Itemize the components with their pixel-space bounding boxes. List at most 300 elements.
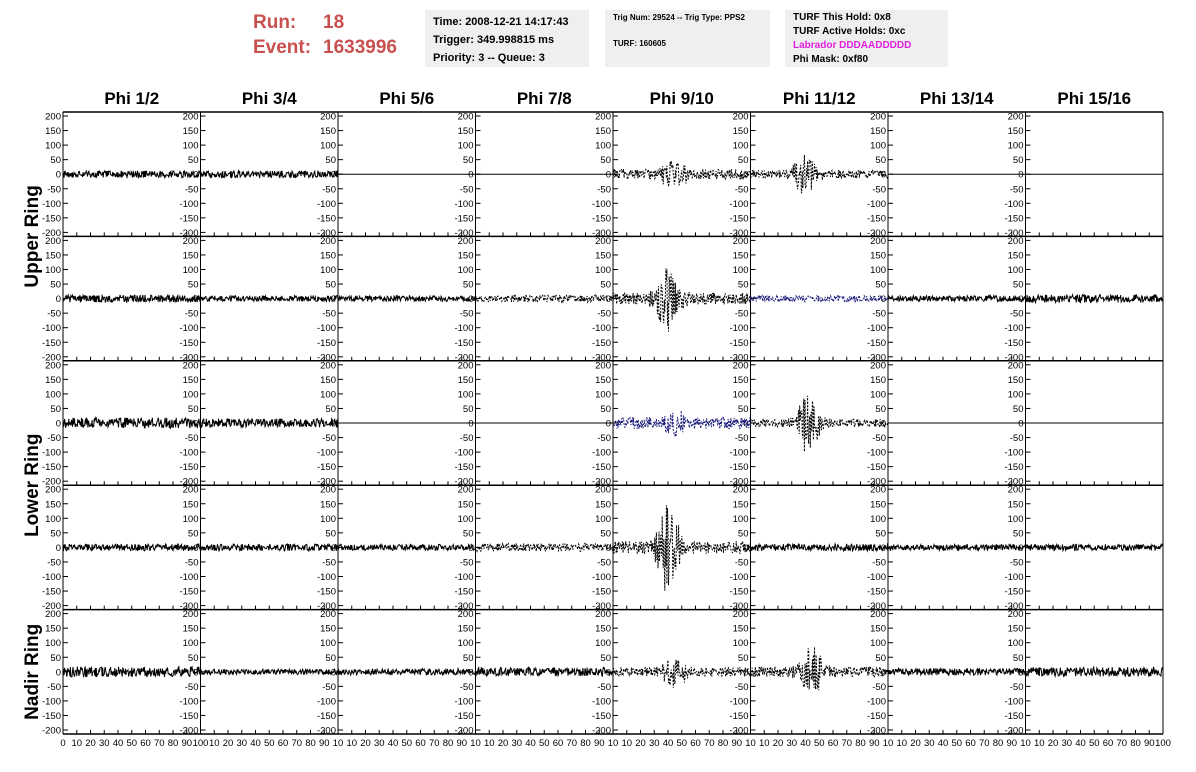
y-tick-label: -50 (872, 557, 886, 569)
y-tick-label: -200 (316, 352, 336, 364)
y-tick-label: 100 (182, 513, 199, 525)
y-tick-label: -50 (597, 681, 611, 693)
ring-label: Nadir Ring (22, 623, 43, 720)
y-tick-label: 0 (1018, 169, 1024, 181)
y-tick-label: -100 (316, 323, 336, 335)
waveform-trace (63, 667, 201, 677)
x-tick-label: 30 (373, 738, 385, 749)
y-tick-label: -150 (41, 462, 61, 474)
x-tick-label: 70 (153, 738, 165, 749)
waveform-trace (201, 669, 339, 675)
y-tick-label: 0 (330, 294, 336, 306)
priority-text: Priority: 3 -- Queue: 3 (433, 52, 545, 64)
y-tick-label: 100 (45, 513, 61, 525)
y-tick-label: 50 (50, 528, 61, 540)
y-tick-label: 50 (875, 652, 886, 664)
y-tick-label: 50 (462, 279, 474, 291)
y-tick-label: 0 (605, 418, 611, 430)
y-tick-label: 50 (462, 528, 474, 540)
y-tick-label: -150 (1004, 462, 1024, 474)
y-tick-label: 50 (50, 652, 61, 664)
y-tick-label: -100 (591, 696, 611, 708)
x-tick-label: 40 (250, 738, 261, 749)
y-tick-label: -150 (41, 337, 61, 349)
phi-mask-text: Phi Mask: 0xf80 (793, 54, 869, 65)
y-tick-label: -150 (179, 213, 199, 225)
y-tick-label: 100 (45, 140, 61, 152)
run-value: 18 (323, 12, 345, 33)
y-tick-label: 50 (462, 155, 474, 167)
y-tick-label: -150 (866, 337, 886, 349)
y-tick-label: -50 (47, 433, 61, 445)
y-tick-label: -200 (41, 601, 61, 613)
y-tick-label: 50 (1012, 155, 1024, 167)
y-tick-label: 0 (880, 667, 886, 679)
y-tick-label: -100 (591, 572, 611, 583)
y-tick-label: 200 (1007, 235, 1024, 247)
y-tick-label: 150 (732, 623, 749, 635)
waveform-trace (751, 155, 889, 196)
waveform-trace (1026, 295, 1164, 303)
column-title: Phi 9/10 (649, 89, 714, 108)
y-tick-label: 200 (595, 609, 611, 621)
x-tick-label: 80 (1130, 738, 1141, 749)
y-tick-label: 150 (870, 126, 886, 138)
y-tick-label: 50 (875, 279, 886, 291)
x-tick-label: 60 (965, 738, 976, 749)
y-tick-label: -200 (1004, 227, 1024, 239)
x-tick-label: 50 (813, 738, 825, 749)
y-tick-label: 100 (182, 638, 199, 650)
waveform-trace (201, 419, 339, 428)
y-tick-label: 200 (732, 235, 749, 247)
y-tick-label: 50 (600, 279, 611, 291)
y-tick-label: 0 (1018, 294, 1024, 306)
y-tick-label: -100 (179, 198, 199, 210)
y-tick-label: -150 (729, 213, 749, 225)
y-tick-label: -200 (1004, 725, 1024, 737)
x-tick-label: 10 (896, 738, 908, 749)
y-tick-label: -50 (597, 557, 611, 569)
column-title: Phi 7/8 (516, 89, 572, 108)
x-tick-label: 80 (992, 738, 1004, 749)
y-tick-label: -200 (41, 476, 61, 488)
y-tick-label: 50 (600, 528, 611, 540)
y-tick-label: -150 (454, 710, 474, 722)
y-tick-label: -50 (322, 433, 336, 445)
y-tick-label: 50 (325, 155, 336, 167)
y-tick-label: 150 (182, 126, 199, 138)
y-tick-label: 200 (182, 111, 199, 123)
x-tick-label: 40 (525, 738, 536, 749)
y-tick-label: 150 (457, 499, 474, 511)
y-tick-label: 200 (320, 360, 336, 372)
y-tick-label: 0 (605, 169, 611, 181)
x-tick-label: 70 (841, 738, 853, 749)
y-tick-label: -50 (734, 557, 749, 569)
x-tick-label: 70 (428, 738, 440, 749)
y-tick-label: -50 (322, 184, 336, 196)
y-tick-label: -50 (872, 184, 886, 196)
x-tick-label: 50 (263, 738, 275, 749)
x-tick-label: 80 (305, 738, 316, 749)
waveform-trace (201, 296, 339, 302)
y-tick-label: 200 (182, 235, 199, 247)
y-tick-label: 150 (45, 374, 61, 386)
y-tick-label: 100 (595, 389, 611, 401)
y-tick-label: 200 (182, 484, 199, 496)
y-tick-label: 0 (330, 169, 336, 181)
x-tick-label: 10 (745, 738, 756, 749)
y-tick-label: 0 (880, 294, 886, 306)
y-tick-label: 50 (875, 528, 886, 540)
y-tick-label: 50 (325, 403, 336, 415)
y-tick-label: -50 (459, 308, 474, 320)
y-tick-label: -100 (591, 323, 611, 335)
y-tick-label: 0 (55, 418, 61, 430)
y-tick-label: 50 (325, 652, 336, 664)
y-tick-label: 200 (45, 111, 61, 123)
y-tick-label: 200 (45, 360, 61, 372)
y-tick-label: -150 (179, 462, 199, 474)
y-tick-label: -100 (41, 198, 61, 210)
y-tick-label: 50 (737, 155, 749, 167)
y-tick-label: 0 (55, 294, 61, 306)
y-tick-label: 150 (1007, 126, 1024, 138)
x-tick-label: 90 (593, 738, 605, 749)
x-tick-label: 50 (1088, 738, 1100, 749)
x-tick-label: 80 (580, 738, 591, 749)
y-tick-label: -200 (179, 476, 199, 488)
y-tick-label: -50 (734, 433, 749, 445)
x-tick-label: 20 (497, 738, 509, 749)
y-tick-label: 0 (468, 667, 474, 679)
y-tick-label: 0 (193, 542, 199, 554)
y-tick-label: 0 (193, 667, 199, 679)
y-tick-label: 200 (45, 235, 61, 247)
y-tick-label: -150 (454, 462, 474, 474)
y-tick-label: 200 (870, 360, 886, 372)
y-tick-label: -200 (591, 227, 611, 239)
x-tick-label: 10 (1020, 738, 1031, 749)
x-tick-label: 80 (442, 738, 454, 749)
y-tick-label: 50 (1012, 279, 1024, 291)
x-tick-label: 90 (868, 738, 880, 749)
y-tick-label: -150 (729, 462, 749, 474)
y-tick-label: -200 (179, 227, 199, 239)
y-tick-label: -150 (1004, 710, 1024, 722)
y-tick-label: -50 (872, 308, 886, 320)
y-tick-label: -150 (591, 337, 611, 349)
y-tick-label: 200 (870, 484, 886, 496)
y-tick-label: -50 (184, 308, 199, 320)
y-tick-label: 100 (182, 265, 199, 276)
y-tick-label: -50 (184, 433, 199, 445)
y-tick-label: -200 (41, 725, 61, 737)
y-tick-label: -150 (179, 337, 199, 349)
waveform-trace (338, 545, 476, 551)
y-tick-label: 0 (330, 418, 336, 430)
y-tick-label: -150 (591, 213, 611, 225)
y-tick-label: 200 (1007, 111, 1024, 123)
waveform-trace (63, 171, 201, 178)
y-tick-label: -200 (591, 601, 611, 613)
y-tick-label: -100 (729, 572, 749, 583)
x-tick-label: 60 (140, 738, 151, 749)
y-tick-label: -200 (591, 476, 611, 488)
waveform-trace (888, 296, 1026, 302)
x-tick-label: 10 (621, 738, 633, 749)
column-title: Phi 13/14 (919, 89, 994, 108)
y-tick-label: -50 (322, 681, 336, 693)
y-tick-label: -50 (1009, 557, 1024, 569)
y-tick-label: -50 (47, 681, 61, 693)
waveform-trace (613, 411, 751, 437)
y-tick-label: 50 (187, 155, 199, 167)
y-tick-label: 150 (457, 374, 474, 386)
x-tick-label: 90 (1143, 738, 1155, 749)
y-tick-label: 0 (193, 418, 199, 430)
y-tick-label: 200 (870, 235, 886, 247)
x-tick-label: 80 (167, 738, 179, 749)
y-tick-label: -100 (1004, 323, 1024, 335)
y-tick-label: -100 (41, 572, 61, 583)
y-tick-label: 200 (1007, 484, 1024, 496)
y-tick-label: 100 (320, 638, 336, 650)
y-tick-label: 150 (870, 623, 886, 635)
y-tick-label: 150 (457, 250, 474, 262)
y-tick-label: 50 (737, 403, 749, 415)
y-tick-label: 150 (320, 499, 336, 511)
y-tick-label: 150 (457, 126, 474, 138)
y-tick-label: -50 (597, 433, 611, 445)
y-tick-label: -50 (734, 308, 749, 320)
y-tick-label: -100 (1004, 696, 1024, 708)
turf-text: TURF: 160605 (613, 39, 666, 48)
x-tick-label: 40 (112, 738, 124, 749)
y-tick-label: 50 (600, 155, 611, 167)
column-title: Phi 5/6 (379, 89, 435, 108)
y-tick-label: -100 (1004, 572, 1024, 583)
y-tick-label: -200 (866, 725, 886, 737)
y-tick-label: 100 (457, 513, 474, 525)
y-tick-label: -50 (734, 184, 749, 196)
y-tick-label: -100 (454, 572, 474, 583)
x-tick-label: 40 (387, 738, 399, 749)
y-tick-label: 150 (182, 499, 199, 511)
y-tick-label: -100 (866, 696, 886, 708)
x-tick-label: 30 (648, 738, 660, 749)
y-tick-label: 0 (743, 542, 749, 554)
y-tick-label: 200 (870, 609, 886, 621)
y-tick-label: 100 (1007, 389, 1024, 401)
x-tick-label: 20 (635, 738, 646, 749)
y-tick-label: 150 (595, 499, 611, 511)
y-tick-label: 150 (870, 499, 886, 511)
x-tick-label: 20 (1047, 738, 1059, 749)
y-tick-label: -200 (454, 476, 474, 488)
y-tick-label: -150 (454, 586, 474, 598)
y-tick-label: 0 (605, 542, 611, 554)
x-tick-label: 60 (690, 738, 701, 749)
y-tick-label: 50 (50, 403, 61, 415)
column-title: Phi 1/2 (104, 89, 160, 108)
y-tick-label: 200 (320, 609, 336, 621)
y-tick-label: 200 (870, 111, 886, 123)
x-tick-label: 100 (1155, 738, 1171, 749)
y-tick-label: 50 (187, 403, 199, 415)
y-tick-label: -200 (729, 601, 749, 613)
waveform-trace (201, 171, 339, 178)
y-tick-label: -100 (316, 198, 336, 210)
y-tick-label: 100 (182, 389, 199, 401)
trigger-text: Trigger: 349.998815 ms (433, 34, 555, 46)
x-tick-label: 20 (910, 738, 921, 749)
x-tick-label: 10 (332, 738, 344, 749)
y-tick-label: 0 (193, 169, 199, 181)
y-tick-label: 150 (595, 623, 611, 635)
y-tick-label: 50 (737, 652, 749, 664)
x-tick-label: 40 (662, 738, 674, 749)
y-tick-label: 0 (468, 294, 474, 306)
x-tick-label: 90 (318, 738, 330, 749)
turf-active-holds-text: TURF Active Holds: 0xc (793, 26, 906, 37)
y-tick-label: 200 (732, 484, 749, 496)
y-tick-label: 100 (45, 265, 61, 276)
y-tick-label: -150 (866, 213, 886, 225)
x-tick-label: 70 (978, 738, 990, 749)
y-tick-label: 150 (595, 126, 611, 138)
waveform-trace (201, 544, 339, 551)
y-tick-label: 0 (880, 542, 886, 554)
y-tick-label: -50 (459, 433, 474, 445)
y-tick-label: 100 (320, 265, 336, 276)
y-tick-label: 100 (732, 513, 749, 525)
y-tick-label: -50 (459, 184, 474, 196)
waveform-trace (751, 295, 889, 301)
x-tick-label: 10 (1033, 738, 1045, 749)
y-tick-label: -100 (41, 696, 61, 708)
x-tick-label: 10 (71, 738, 83, 749)
y-tick-label: 150 (870, 374, 886, 386)
y-tick-label: -150 (316, 337, 336, 349)
y-tick-label: -200 (454, 601, 474, 613)
y-tick-label: 0 (880, 418, 886, 430)
y-tick-label: -100 (591, 447, 611, 459)
y-tick-label: 200 (595, 235, 611, 247)
y-tick-label: 50 (1012, 652, 1024, 664)
y-tick-label: -100 (41, 447, 61, 459)
y-tick-label: -50 (459, 557, 474, 569)
waveform-trace (476, 667, 614, 679)
y-tick-label: -100 (866, 447, 886, 459)
y-tick-label: -100 (179, 447, 199, 459)
y-tick-label: 200 (595, 111, 611, 123)
y-tick-label: 50 (600, 403, 611, 415)
y-tick-label: 50 (1012, 528, 1024, 540)
y-tick-label: -150 (41, 213, 61, 225)
y-tick-label: -150 (866, 586, 886, 598)
x-tick-label: 50 (951, 738, 963, 749)
waveform-trace (476, 295, 614, 302)
trig-num-text: Trig Num: 29524 -- Trig Type: PPS2 (613, 13, 745, 22)
y-tick-label: -150 (41, 586, 61, 598)
y-tick-label: 0 (880, 169, 886, 181)
y-tick-label: -150 (316, 462, 336, 474)
x-tick-label: 0 (60, 738, 66, 749)
y-tick-label: 50 (187, 279, 199, 291)
y-tick-label: -200 (866, 601, 886, 613)
y-tick-label: -150 (454, 337, 474, 349)
y-tick-label: 0 (743, 667, 749, 679)
waveform-trace (888, 545, 1026, 551)
y-tick-label: 200 (457, 111, 474, 123)
y-tick-label: 100 (320, 389, 336, 401)
y-tick-label: 50 (737, 279, 749, 291)
y-tick-label: 100 (457, 140, 474, 152)
y-tick-label: -50 (597, 308, 611, 320)
y-tick-label: -100 (316, 572, 336, 583)
y-tick-label: 150 (732, 126, 749, 138)
x-tick-label: 50 (126, 738, 138, 749)
x-tick-label: 70 (291, 738, 303, 749)
y-tick-label: 200 (320, 235, 336, 247)
y-tick-label: -150 (729, 710, 749, 722)
x-tick-label: 10 (882, 738, 894, 749)
y-tick-label: 150 (182, 250, 199, 262)
y-tick-label: -150 (179, 710, 199, 722)
y-tick-label: -200 (454, 227, 474, 239)
y-tick-label: -200 (866, 227, 886, 239)
y-tick-label: 0 (55, 542, 61, 554)
ring-label: Lower Ring (22, 433, 43, 537)
y-tick-label: 0 (605, 294, 611, 306)
y-tick-label: 0 (743, 418, 749, 430)
y-tick-label: -100 (729, 447, 749, 459)
y-tick-label: 100 (1007, 265, 1024, 276)
y-tick-label: -150 (729, 337, 749, 349)
turf-this-hold-text: TURF This Hold: 0x8 (793, 12, 891, 23)
y-tick-label: 150 (320, 374, 336, 386)
y-tick-label: 100 (732, 638, 749, 650)
x-tick-label: 10 (607, 738, 619, 749)
y-tick-label: -200 (41, 227, 61, 239)
y-tick-label: -50 (459, 681, 474, 693)
y-tick-label: 50 (50, 155, 61, 167)
y-tick-label: 0 (468, 418, 474, 430)
y-tick-label: 50 (1012, 403, 1024, 415)
y-tick-label: 200 (45, 484, 61, 496)
run-label: Run: (253, 12, 297, 33)
y-tick-label: 150 (732, 374, 749, 386)
y-tick-label: 150 (1007, 623, 1024, 635)
x-tick-label: 10 (346, 738, 358, 749)
x-tick-label: 30 (236, 738, 248, 749)
x-tick-label: 80 (717, 738, 729, 749)
y-tick-label: -200 (179, 601, 199, 613)
y-tick-label: -150 (316, 710, 336, 722)
x-tick-label: 20 (222, 738, 234, 749)
y-tick-label: 100 (457, 265, 474, 276)
y-tick-label: 0 (743, 169, 749, 181)
y-tick-label: -100 (866, 323, 886, 335)
y-tick-label: -100 (866, 198, 886, 210)
y-tick-label: 100 (457, 389, 474, 401)
y-tick-label: 150 (45, 250, 61, 262)
y-tick-label: -100 (729, 323, 749, 335)
y-tick-label: -100 (179, 572, 199, 583)
y-tick-label: -100 (41, 323, 61, 335)
